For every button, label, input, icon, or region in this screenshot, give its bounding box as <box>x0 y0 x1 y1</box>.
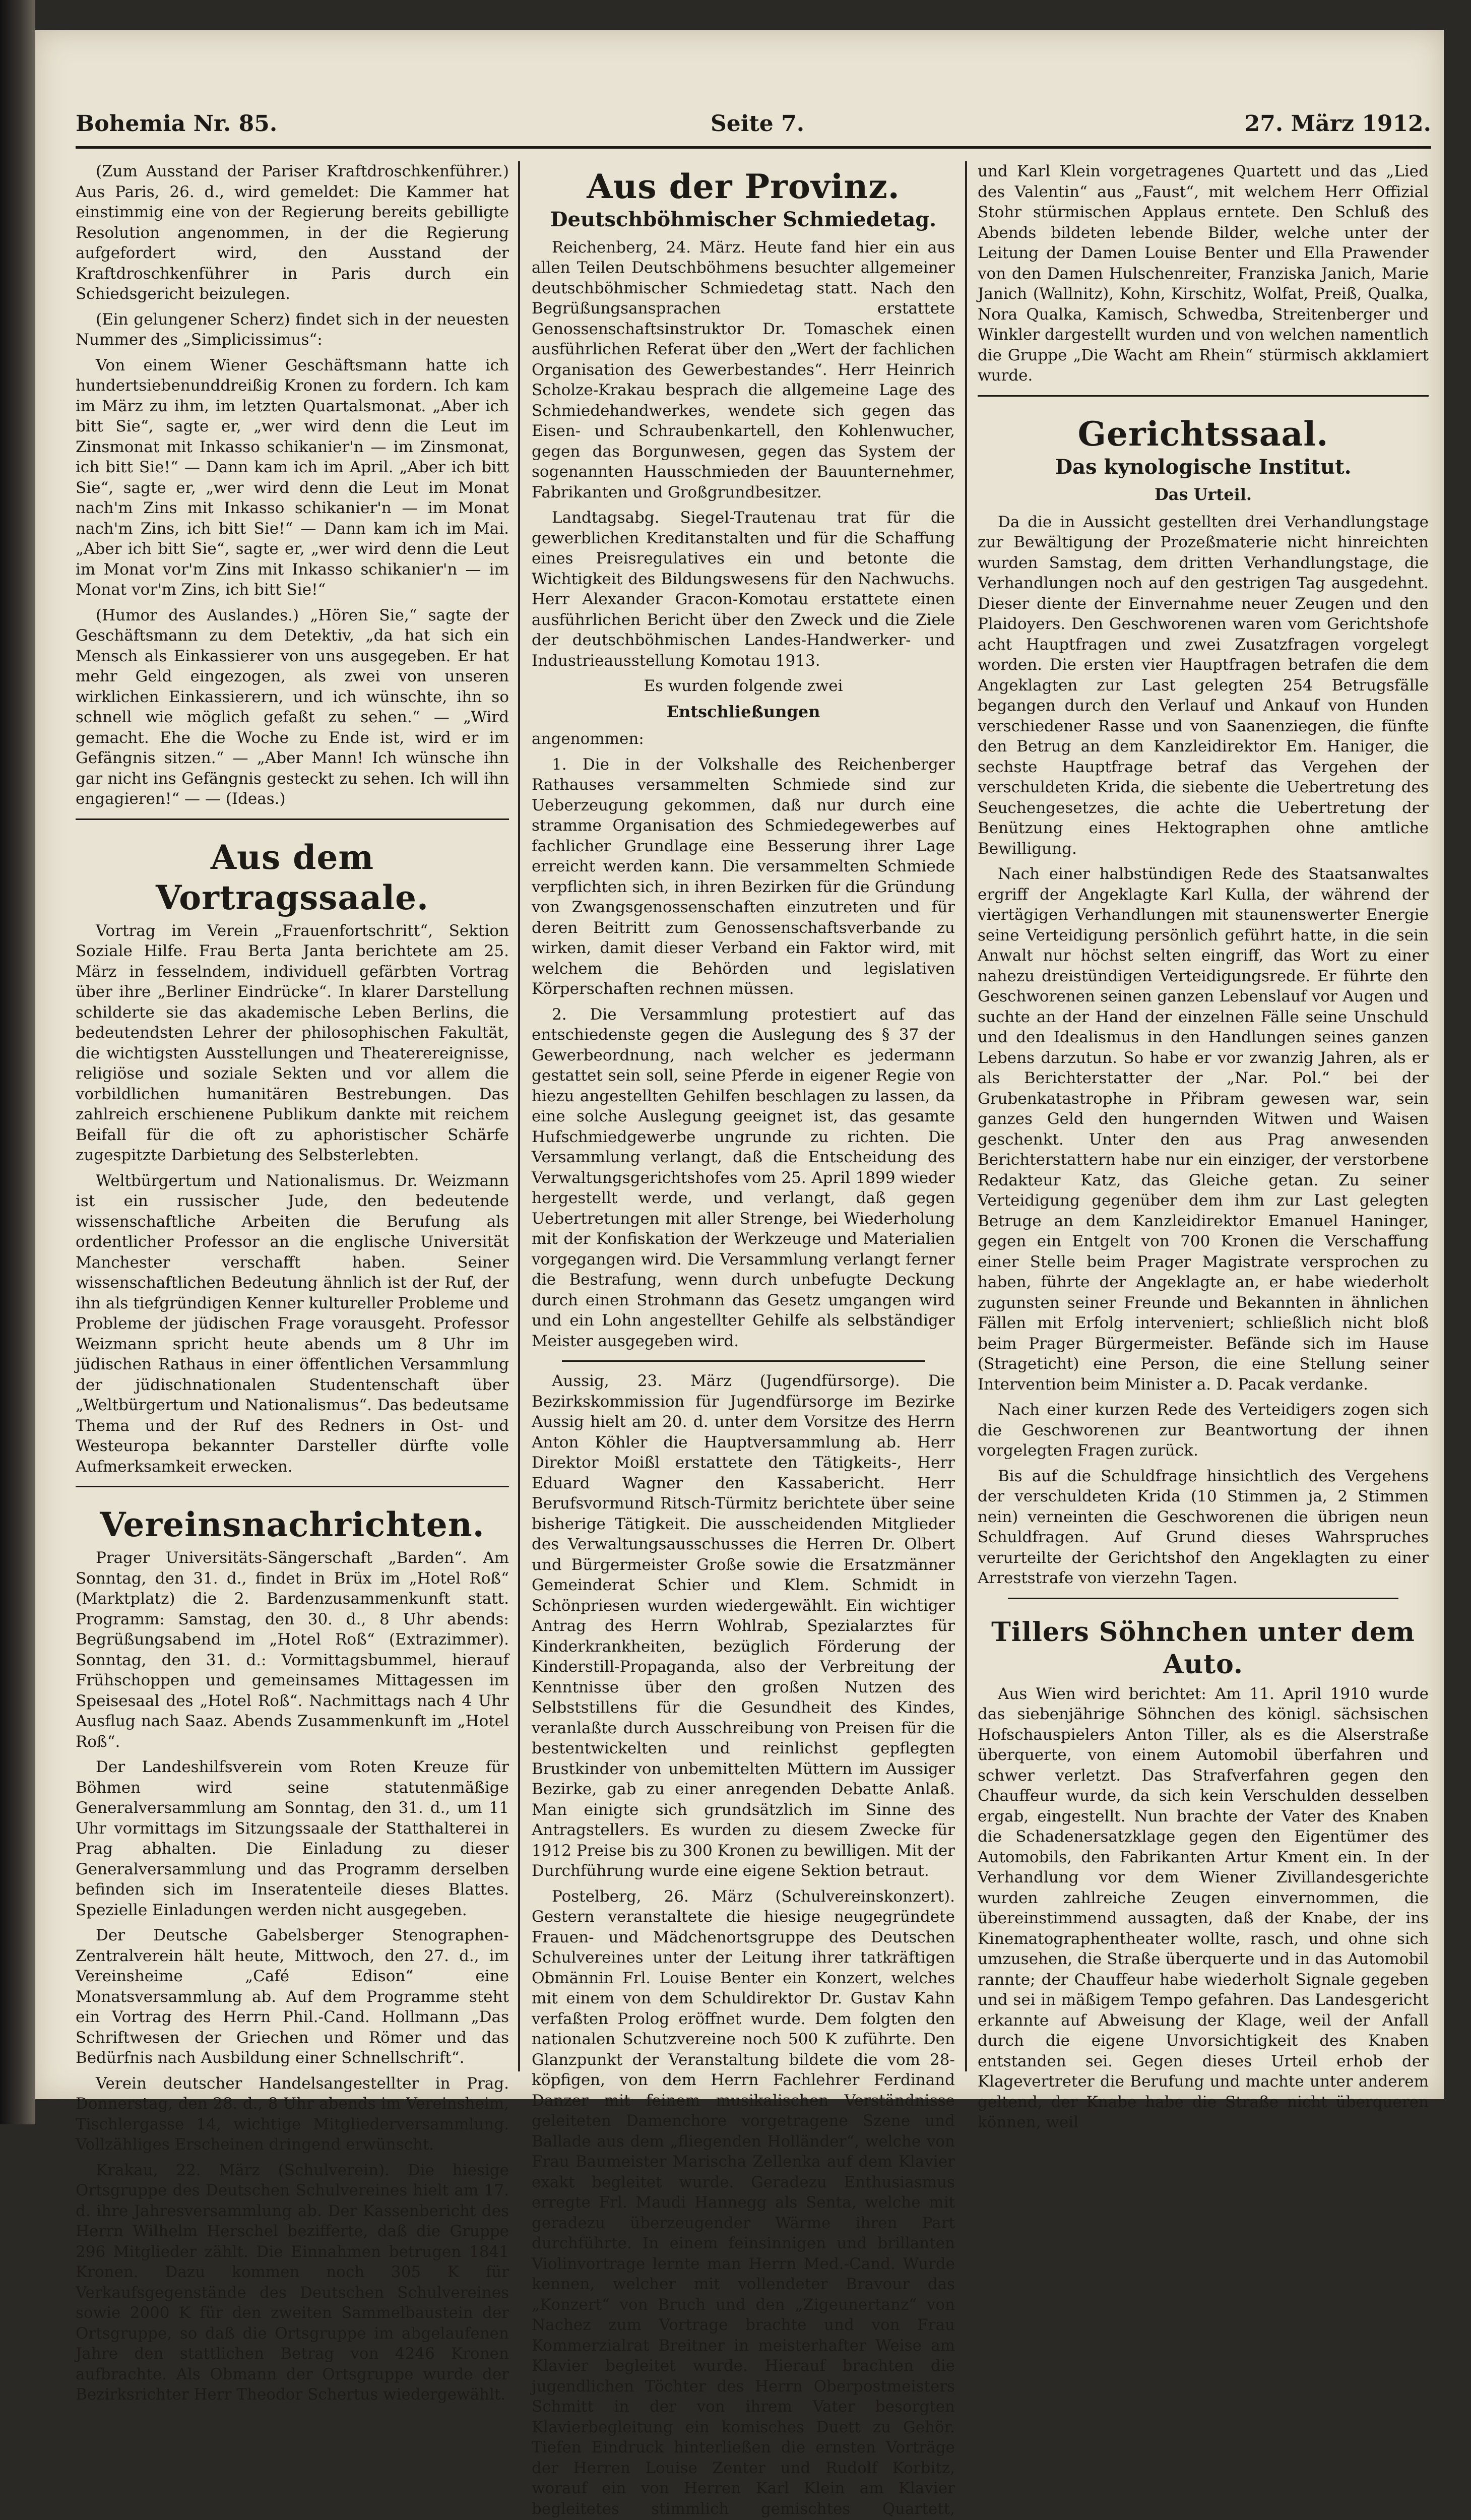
section-title-province: Aus der Provinz. <box>532 166 955 207</box>
resolution-1: 1. Die in der Volkshalle des Reichenberger Rathauses versammelten Schmiede sind zur Ueberzeugung gekommen, daß nur durch eine stramme Organisation des Schmiedegewerbes auf fachlicher Grundlage eine Besserung ihrer Lage erreicht werden kann. Die versammelten Schmiede verpflichten sich, in ihren Bezirken für die Gründung von Zwangsgenossenschaften einzutreten und für deren Beitritt zum Genossenschaftsverbande zu wirken, damit dieser Verband ein Faktor wird, mit welchem die Behörden und legislativen Körperschaften rechnen müssen. <box>532 754 955 999</box>
column-right <box>978 161 1429 2076</box>
article-aussig: Aussig, 23. März (Jugendfürsorge). Die Bezirkskommission für Jugendfürsorge im Bezirke Aussig hielt am 20. d. unter dem Vorsitze des Herrn Anton Köhler die Hauptversammlung ab. Herr Direktor Moißl erstattete den Tätigkeits-, Herr Eduard Wagner den Kassabericht. Herr Berufsvormund Ritsch-Türmitz berichtete über seine bisherige Tätigkeit. Die ausscheidenden Mitglieder des Verwaltungsausschusses die Herren Dr. Olbert und Bürgermeister Große sowie die Ersatzmänner Gemeinderat Schier und Klem. Schmidt in Schönpriesen wurden wiedergewählt. Ein wichtiger Antrag des Herrn Wohlrab, Spezialarztes für Kinderkrankheiten, bezüglich Förderung der Kinderstill-Propaganda, also der Verbreitung der Kenntnisse über den großen Nutzen des Selbststillens für die Gesundheit des Kindes, veranlaßte durch Ausschreibung von Preisen für die bestentwickelten und reinlichst gepflegten Brustkinder von unbemittelten Müttern im Aussiger Bezirke, gab zu einer anregenden Debatte Anlaß. Man einigte sich grundsätzlich im Sinne des Antragstellers. Es wurden zu diesem Zwecke für 1912 Preise bis zu 300 Kronen zu bewilligen. Mit der Durchführung wurde eine eigene Sektion betraut. <box>532 1371 955 1881</box>
article-red-cross: Der Landeshilfsverein vom Roten Kreuze für Böhmen wird seine statutenmäßige Generalversammlung am Sonntag, den 31. d., um 11 Uhr vormittags im Sitzungssaale der Statthalterei in Prag abhalten. Die Einladung zu dieser Generalversammlung und das Programm derselben befinden sich im Inseratenteile dieses Blattes. Spezielle Einladungen werden nicht ausgegeben. <box>76 1757 509 1920</box>
column-rule-1 <box>518 161 520 2071</box>
article-commercial-employees: Verein deutscher Handelsangestellter in Prag. Donnerstag, den 28. d., 8 Uhr abends im Vereinsheim, Tischlergasse 14, wichtige Mitgliederversammlung. Vollzähliges Erscheinen dringend erwünscht. <box>76 2073 509 2155</box>
article-subheading-verdict: Das Urteil. <box>978 484 1429 505</box>
article-siegel: Landtagsabg. Siegel-Trautenau trat für die gewerblichen Kreditanstalten und für die Schaffung eines Preisregulatives ein und betonte die Wichtigkeit des Bildungswesens für den Nachwuchs. Herr Alexander Gracon-Komotau erstattete einen ausführlichen Bericht über den Zweck und die Ziele der deutschböhmischen Landes-Handwerker- und Industrieausstellung Komotau 1913. <box>532 508 955 671</box>
article-jury-retreat: Nach einer kurzen Rede des Verteidigers zogen sich die Geschworenen zur Beantwortung der ihnen vorgelegten Fragen zurück. <box>978 1400 1429 1461</box>
article-joke-intro: (Ein gelungener Scherz) findet sich in der neuesten Nummer des „Simplicissimus“: <box>76 309 509 350</box>
article-joke-text: Von einem Wiener Geschäftsmann hatte ich hundertsiebenunddreißig Kronen zu fordern. Ich kam im März zu ihm, im letzten Quartalsmonat. „Aber ich bitt Sie“, sagte er, „wer wird denn die Leut im Zinsmonat mit Inkasso schikanier'n — im Zinsmonat, ich bitt Sie!“ — Dann kam ich im April. „Aber ich bitt Sie“, sagte er, „wer wird denn die Leut im Monat nach'm Zins mit Inkasso schikanier'n — im Monat nach'm Zins, ich bitt Sie!“ — Dann kam ich im Mai. „Aber ich bitt Sie“, sagte er, „wer wird denn die Leut im Monat vor'm Zins mit Inkasso schikanier'n — im Monat vor'm Zins, ich bitt Sie!“ <box>76 355 509 600</box>
newspaper-page <box>35 30 1444 2099</box>
resolutions-accepted: angenommen: <box>532 729 955 749</box>
article-weizmann: Weltbürgertum und Nationalismus. Dr. Weizmann ist ein russischer Jude, den bedeutende wissenschaftliche Arbeiten die Berufung als ordentlicher Professor an die englische Universität Manchester verschafft haben. Seiner wissenschaftlichen Bedeutung ähnlich ist der Ruf, der ihn als tiefgründigen Kenner kultureller Probleme und Probleme der jüdischen Frage vorausgeht. Professor Weizmann spricht heute abends um 8 Uhr im jüdischen Rathaus in einer öffentlichen Versammlung der jüdischnationalen Studentenschaft über „Weltbürgertum und Nationalismus“. Das bedeutsame Thema und der Ruf des Redners in Ost- und Westeuropa bekannter Darsteller dürfte volle Aufmerksamkeit erwecken. <box>76 1171 509 1477</box>
resolutions-heading: Entschließungen <box>532 702 955 722</box>
divider <box>562 1360 925 1362</box>
column-left <box>76 161 509 2076</box>
divider <box>978 395 1429 397</box>
paper-issue: Bohemia Nr. 85. <box>76 111 277 137</box>
article-stenographers: Der Deutsche Gabelsberger Stenographen-Zentralverein hält heute, Mittwoch, den 27. d., im Vereinsheime „Café Edison“ eine Monatsversammlung ab. Auf dem Programme steht ein Vortrag des Herrn Phil.-Cand. Hollmann „Das Schriftwesen der Griechen und Römer und das Bedürfnis nach Ausbildung einer Schnellschrift“. <box>76 1925 509 2068</box>
section-title-club-news: Vereinsnachrichten. <box>76 1504 509 1545</box>
column-middle <box>532 161 955 2076</box>
article-tiller: Aus Wien wird berichtet: Am 11. April 1910 wurde das siebenjährige Söhnchen des königl. sächsischen Hofschauspielers Anton Tiller, als es die Alserstraße überquerte, von einem Automobil überfahren und schwer verletzt. Das Strafverfahren gegen den Chauffeur wurde, da sich kein Verschulden desselben ergab, eingestellt. Nun brachte der Vater des Knaben die Schadenersatzklage gegen den Eigentümer des Automobils, den Fabrikanten Artur Kment ein. In der Verhandlung vor dem Wiener Zivillandesgerichte wurden zahlreiche Zeugen einvernommen, die übereinstimmend aussagten, daß der Knabe, der ins Kinematographentheater wollte, rasch, und ohne sich umzusehen, die Straße überquerte und in das Automobil rannte; der Chauffeur habe wiederholt Signale gegeben und sei in mäßigem Tempo gefahren. Das Landesgericht erkannte auf Abweisung der Klage, weil der Anfall durch die eigene Unvorsichtigkeit des Knaben entstanden sei. Gegen dieses Urteil erhob der Klagevertreter die Berufung und machte unter anderem geltend, der Knabe habe die Straße nicht überqueren können, weil <box>978 1684 1429 2133</box>
article-kulla-defense: Nach einer halbstündigen Rede des Staatsanwaltes ergriff der Angeklagte Karl Kulla, der während der viertägigen Verhandlungen mit staunenswerter Energie seine Verteidigung persönlich geführt hatte, in die sein Anwalt nur höchst selten eingriff, das Wort zu einer nahezu dreistündigen Verteidigungsrede. Er führte den Geschworenen seinen ganzen Lebenslauf vor Augen und suchte an der Hand der einzelnen Fälle seine Unschuld und den Idealismus in den Handlungen seines ganzen Lebens darzutun. So habe er vor zwanzig Jahren, als er als Berichterstatter der „Nar. Pol.“ bei der Grubenkatastrophe in Přibram gewesen war, sein ganzes Geld den hungernden Witwen und Waisen geschenkt. Unter den aus Prag anwesenden Berichterstattern habe nur ein einziger, der verstorbene Redakteur Katz, das Gleiche getan. Zu seiner Verteidigung gegenüber dem ihm zur Last gelegten Betruge an dem Kanzleidirektor Emanuel Haninger, gegen ein Entgelt von 700 Kronen die Verschaffung einer Stelle beim Prager Magistrate versprochen zu haben, führte der Angeklagte an, er habe wiederholt zugunsten seiner Freunde und Bekannten in ähnlichen Fällen mit Erfolg interveniert; schließlich nicht bloß beim Prager Bürgermeister. Befände sich im Hause (Strageticht) eine Person, die eine Stellung seiner Intervention beim Minister a. D. Pacak verdanke. <box>978 864 1429 1395</box>
article-postelberg-continued: und Karl Klein vorgetragenes Quartett und das „Lied des Valentin“ aus „Faust“, mit welchem Herr Offizial Stohr stürmischen Applaus erntete. Den Schluß des Abends bildeten lebende Bilder, welche unter der Leitung der Damen Louise Benter und Ella Prawender von den Damen Hulschenreiter, Franziska Janich, Marie Janich (Wallnitz), Kohn, Kirschitz, Wolfat, Preiß, Qualka, Nora Qualka, Kamisch, Schwedba, Streitenberger und Winkler dargestellt wurden und von welchen namentlich die Gruppe „Die Wacht am Rhein“ stürmisch akklamiert wurde. <box>978 161 1429 386</box>
divider <box>76 1486 509 1487</box>
article-reichenberg: Reichenberg, 24. März. Heute fand hier ein aus allen Teilen Deutschböhmens besuchter allgemeiner deutschböhmischer Schmiedetag statt. Nach den Begrüßungsansprachen erstattete Genossenschaftsinstruktor Dr. Tomaschek einen ausführlichen Referat über den „Wert der fachlichen Organisation des Gewerbestandes“. Herr Heinrich Scholze-Krakau besprach die allgemeine Lage des Schmiedehandwerkes, wendete sich gegen das Eisen- und Schraubenkartell, den Kohlenwucher, gegen das Borgunwesen, gegen das System der sogenannten Hausschmieden der Bauunternehmer, Fabrikanten und Großgrundbesitzer. <box>532 237 955 503</box>
section-title-lectures: Aus dem Vortragssaale. <box>76 837 509 918</box>
page-number: Seite 7. <box>711 111 804 137</box>
article-humor-abroad: (Humor des Auslandes.) „Hören Sie,“ sagte der Geschäftsmann zu dem Detektiv, „da hat sich ein Mensch als Einkassierer von uns ausgegeben. Er hat mehr Geld eingezogen, als zwei von unseren wirklichen Einkassierern, und ich wünschte, ihn so schnell wie möglich gefaßt zu sehen.“ — „Wird gemacht. Ehe die Woche zu Ende ist, wird er im Gefängnis sitzen.“ — „Aber Mann! Ich wünsche ihn gar nicht ins Gefängnis gesteckt zu sehen. Ich will ihn engagieren!“ — — (Ideas.) <box>76 605 509 809</box>
article-trial-days: Da die in Aussicht gestellten drei Verhandlungstage zur Bewältigung der Prozeßmaterie nicht hinreichten wurden Samstag, dem dritten Verhandlungstage, die Verhandlungen noch auf den gestrigen Tag ausgedehnt. Dieser diente der Einvernahme neuer Zeugen und den Plaidoyers. Den Geschworenen waren vom Gerichtshofe acht Hauptfragen und zwei Zusatzfragen vorgelegt worden. Die ersten vier Hauptfragen betrafen die dem Angeklagten zur Last gelegten 254 Betrugsfälle begangen durch den Verlauf und Ankauf von Hunden verschiedener Rasse und von Saanenziegen, die fünfte den Betrug an dem Kanzleidirektor Em. Haniger, die sechste Hauptfrage betraf das Vergehen der verschuldeten Krida, die siebente die Uebertretung des Seuchengesetzes, die achte die Uebertretung der Benützung eines Hektographen ohne amtliche Bewilligung. <box>978 512 1429 859</box>
divider <box>1008 1598 1398 1599</box>
article-heading-smiths: Deutschböhmischer Schmiedetag. <box>532 210 955 230</box>
issue-date: 27. März 1912. <box>1245 111 1431 137</box>
book-binding-edge <box>0 0 35 2124</box>
article-heading-tiller: Tillers Söhnchen unter dem Auto. <box>978 1616 1429 1681</box>
article-paris-strike: (Zum Ausstand der Pariser Kraftdroschkenführer.) Aus Paris, 26. d., wird gemeldet: Die Kammer hat einstimmig eine von der Regierung bereits gebilligte Resolution angenommen, in der die Regierung aufgefordert wird, den Ausstand der Kraftdroschkenführer in Paris durch ein Schiedsgericht beizulegen. <box>76 161 509 304</box>
article-postelberg: Postelberg, 26. März (Schulvereinskonzert). Gestern veranstaltete die hiesige neugegründete Frauen- und Mädchenortsgruppe des Deutschen Schulvereines unter der Leitung ihrer tatkräftigen Obmännin Frl. Louise Benter ein Konzert, welches mit einem von dem Schuldirektor Dr. Gustav Kahn verfaßten Prolog eröffnet wurde. Dem folgten den nationalen Schutzvereine noch 500 K zuführte. Den Glanzpunkt der Veranstaltung bildete die vom 28-köpfigen, von dem Herrn Fachlehrer Ferdinand Danzer mit feinem musikalischen Verständnisse geleiteten Damenchore vorgetragene Szene und Ballade aus dem „fliegenden Holländer“, welche von Frau Baumeister Marischa Zellenka auf dem Klavier exakt begleitet wurde. Geradezu Enthusiasmus erregte Frl. Maudi Hannegg als Senta, welche mit geradezu überzeugender Wärme ihren Part durchführte. In einem feinsinnigen und brillanten Violinvortrage lernte man Herrn Med.-Cand. Wurde kennen, welcher mit vollendeter Bravour das „Konzert“ von Bruch und den „Zigeunertanz“ von Nachez zum Vortrage brachte und von Frau Kommerzialrat Breitner in meisterhafter Weise am Klavier begleitet wurde. Hierauf brachten die jugendlichen Töchter des Herrn Oberpostmeisters Schmitt in der von ihrem Vater besorgten Klavierbegleitung ein komisches Duett zu Gehör. Tiefen Eindruck hinterließen die ernsten Vorträge der Herren Louise Zenter und Rudolf Korbitz, worauf ein von Herren Karl Klein am Klavier begleitetes stimmlich gemischtes Quartett, <box>532 1886 955 2520</box>
article-barden: Prager Universitäts-Sängerschaft „Barden“. Am Sonntag, den 31. d., findet in Brüx im „Hotel Roß“ (Marktplatz) die 2. Bardenzusammenkunft statt. Programm: Samstag, den 30. d., 8 Uhr abends: Begrüßungsabend im „Hotel Roß“ (Extrazimmer). Sonntag, den 31. d.: Vormittagsbummel, hierauf Frühschoppen und gemeinsames Mittagessen im Speisesaal des „Hotel Roß“. Nachmittags nach 4 Uhr Ausflug nach Saaz. Abends Zusammenkunft im „Hotel Roß“. <box>76 1548 509 1752</box>
resolution-2: 2. Die Versammlung protestiert auf das entschiedenste gegen die Auslegung des § 37 der Gewerbeordnung, nach welcher es jedermann gestattet sein soll, seine Pferde in eigener Regie von hiezu angestellten Gehilfen beschlagen zu lassen, da eine solche Auslegung geeignet ist, das gesamte Hufschmiedgewerbe ungrunde zu richten. Die Versammlung verlangt, daß die Entscheidung des Verwaltungsgerichtshofes vom 25. April 1899 wieder hergestellt werde, und verlangt, daß gegen Uebertretungen mit aller Strenge, bei Wiederholung mit der Konfiskation der Werkzeuge und Materialien vorgegangen wird. Die Versammlung verlangt ferner die Bestrafung, wenn durch unbefugte Deckung durch einen Strohmann das Gesetz umgangen wird und ein Lohn angestellter Gehilfe als selbständiger Meister ausgegeben wird. <box>532 1004 955 1352</box>
article-lecture-frauenfortschritt: Vortrag im Verein „Frauenfortschritt“, Sektion Soziale Hilfe. Frau Berta Janta berichtete am 25. März in fesselndem, individuell gefärbten Vortrag über ihre „Berliner Eindrücke“. In klarer Darstellung schilderte sie das akademische Leben Berlins, die bedeutendsten Lehrer der philosophischen Fakultät, die wichtigsten Ausstellungen und Theaterereignisse, religiöse und soziale Sekten und vor allem die vorbildlichen humanitären Bestrebungen. Das zahlreich erschienene Publikum dankte mit reichem Beifall für die oft zu aphoristischer Schärfe zugespitzte Darbietung des Selbsterlebten. <box>76 921 509 1166</box>
article-resolutions-intro: Es wurden folgende zwei <box>532 676 955 697</box>
divider <box>76 818 509 820</box>
page-header <box>76 101 1431 149</box>
article-krakau: Krakau, 22. März (Schulverein). Die hiesige Ortsgruppe des Deutschen Schulvereines hielt am 17. d. ihre Jahresversammlung ab. Der Kassenbericht des Herrn Wilhelm Herschel bezifferte, daß die Gruppe 296 Mitglieder zählt. Die Einnahmen betrugen 1841 Kronen. Dazu kommen noch 305 K für Verkaufsgegenstände des Deutschen Schulvereines sowie 2000 K für den zweiten Sammelbaustein der Ortsgruppe, so daß die Ortsgruppe im abgelaufenen Jahre den stattlichen Betrag von 4246 Kronen aufbrachte. Als Obmann der Ortsgruppe wurde der Bezirksrichter Herr Theodor Schertus wiedergewählt. <box>76 2160 509 2405</box>
column-rule-2 <box>965 161 967 2071</box>
section-title-court: Gerichtssaal. <box>978 414 1429 454</box>
article-heading-kynological: Das kynologische Institut. <box>978 457 1429 478</box>
article-verdict: Bis auf die Schuldfrage hinsichtlich des Vergehens der verschuldeten Krida (10 Stimmen ja, 2 Stimmen nein) verneinten die Geschworenen die übrigen neun Schuldfragen. Auf Grund dieses Wahrspruches verurteilte der Gerichtshof den Angeklagten zu einer Arreststrafe von vierzehn Tagen. <box>978 1466 1429 1589</box>
